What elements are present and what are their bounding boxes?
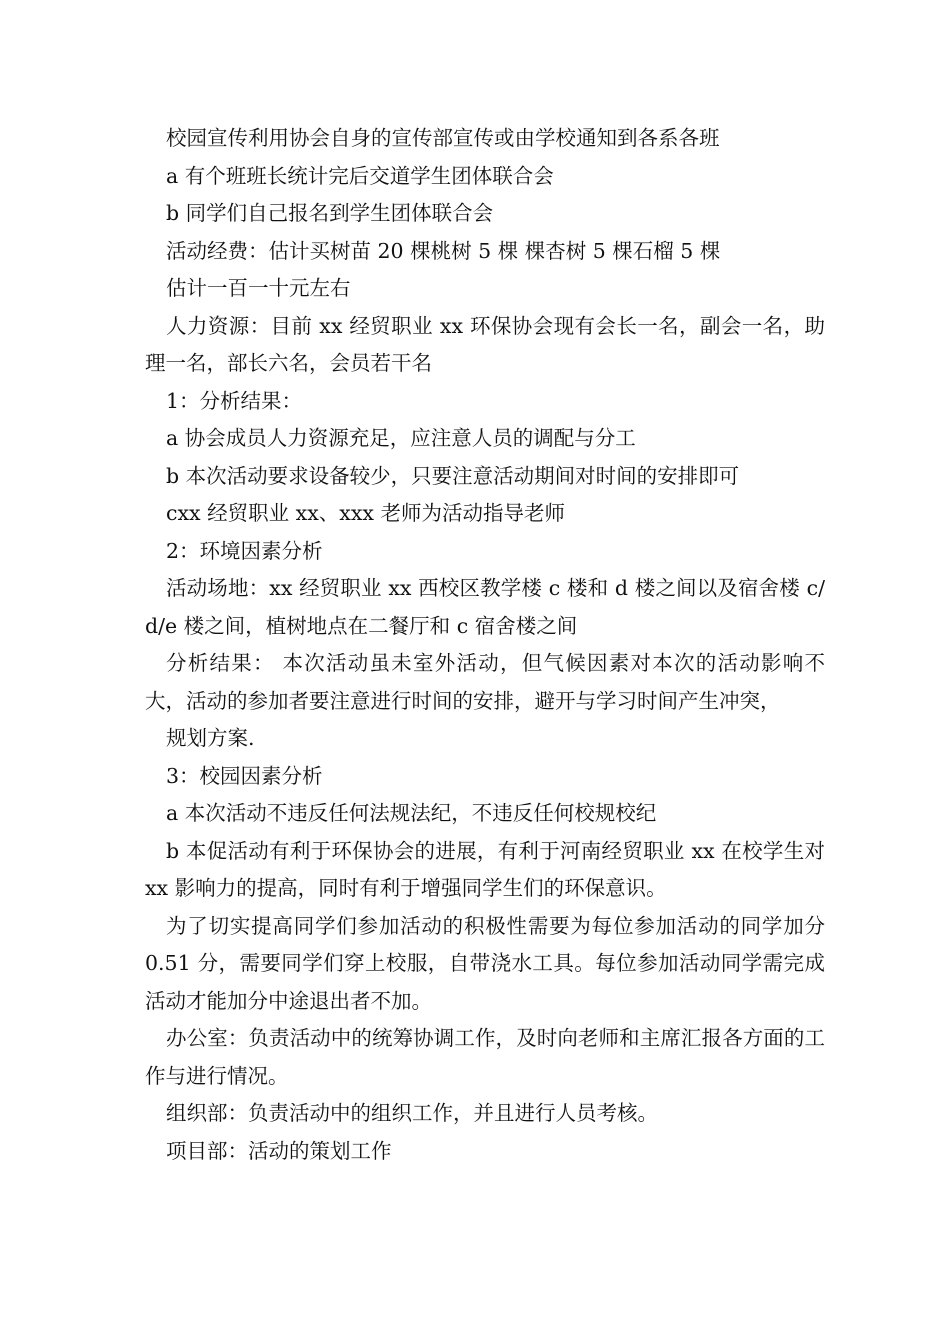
paragraph-item-c-advisors: cxx 经贸职业 xx、xxx 老师为活动指导老师: [166, 501, 565, 525]
paragraph-environment-results: 分析结果： 本次活动虽未室外活动，但气候因素对本次的活动影响不大，活动的参加者要注意进行时间的安排，避开与学习时间产生冲突，: [145, 651, 825, 713]
paragraph-office-duties: 办公室：负责活动中的统筹协调工作，及时向老师和主席汇报各方面的工作与进行情况。: [145, 1026, 825, 1088]
paragraph-planning: 规划方案.: [166, 726, 255, 750]
paragraph-item-b-self-signup: b 同学们自己报名到学生团体联合会: [166, 201, 494, 225]
paragraph-project-duties: 项目部：活动的策划工作: [166, 1138, 392, 1163]
paragraph-item-b-equipment: b 本次活动要求设备较少，只要注意活动期间对时间的安排即可: [166, 463, 740, 488]
paragraph-publicity: 校园宣传利用协会自身的宣传部宣传或由学校通知到各系各班: [166, 126, 720, 150]
paragraph-human-resources: 人力资源：目前 xx 经贸职业 xx 环保协会现有会长一名，副会一名，助理一名，部长六名，会员若干名: [145, 313, 825, 375]
document-body: [145, 120, 825, 1170]
section-heading-environment: 2：环境因素分析: [166, 538, 323, 563]
section-heading-analysis-results: 1：分析结果：: [166, 388, 303, 413]
section-heading-campus-factors: 3：校园因素分析: [166, 763, 323, 788]
paragraph-item-b-benefits: b 本促活动有利于环保协会的进展，有利于河南经贸职业 xx 在校学生对 xx 影响力的提高，同时有利于增强同学生们的环保意识。: [145, 838, 825, 900]
paragraph-organization-duties: 组织部：负责活动中的组织工作，并且进行人员考核。: [166, 1101, 658, 1125]
paragraph-venue: 活动场地：xx 经贸职业 xx 西校区教学楼 c 楼和 d 楼之间以及宿舍楼 c/d/e 楼之间，植树地点在二餐厅和 c 宿舍楼之间: [145, 576, 825, 638]
paragraph-item-a-members: a 协会成员人力资源充足，应注意人员的调配与分工: [166, 426, 636, 450]
paragraph-activity-budget: 活动经费：估计买树苗 20 棵桃树 5 棵 棵杏树 5 棵石榴 5 棵: [166, 238, 721, 263]
paragraph-item-a-class-monitor: a 有个班班长统计完后交道学生团体联合会: [166, 163, 554, 188]
paragraph-participation-points: 为了切实提高同学们参加活动的积极性需要为每位参加活动的同学加分 0.51 分，需要同学们穿上校服，自带浇水工具。每位参加活动同学需完成活动才能加分中途退出者不加。: [145, 913, 825, 1013]
paragraph-item-a-regulations: a 本次活动不违反任何法规法纪，不违反任何校规校纪: [166, 801, 657, 825]
paragraph-budget-estimate: 估计一百一十元左右: [166, 276, 351, 300]
